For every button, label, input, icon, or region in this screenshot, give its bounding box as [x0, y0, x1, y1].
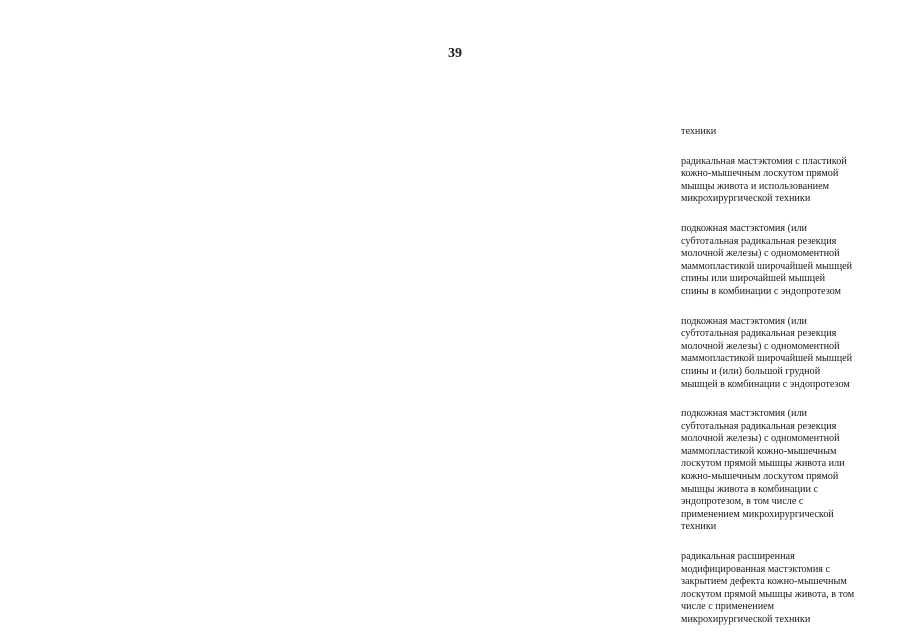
paragraph-procedure-1: радикальная мастэктомия с пластикой кожно-мышечным лоскутом прямой мышцы живота и использованием микрохирургической техники [681, 155, 847, 205]
procedure-column [681, 126, 891, 644]
paragraph-procedure-3: подкожная мастэктомия (или субтотальная радикальная резекция молочной железы) с одномоментной маммопластикой широчайшей мышцей спины и (или) большой грудной мышцей в комбинации с эндопротезом [681, 315, 853, 390]
paragraph-procedure-5: радикальная расширенная модифицированная мастэктомия с закрытием дефекта кожно-мышечным лоскутом прямой мышцы живота, в том числе с применением микрохирургической техники [681, 551, 855, 625]
paragraph-procedure-2: подкожная мастэктомия (или субтотальная радикальная резекция молочной железы) с одномоментной маммопластикой широчайшей мышцей спины или широчайшей мышцей спины в комбинации с эндопротезом [681, 222, 853, 297]
paragraph-continuation: техники [681, 126, 717, 137]
page-number: 39 [448, 46, 462, 61]
paragraph-procedure-4: подкожная мастэктомия (или субтотальная радикальная резекция молочной железы) с одномоментной маммопластикой кожно-мышечным лоскутом прямой мышцы живота или кожно-мышечным лоскутом прямой мышцы живота в комбинации с эндопротезом, в том числе с применением микрохирургической техники [681, 408, 845, 533]
